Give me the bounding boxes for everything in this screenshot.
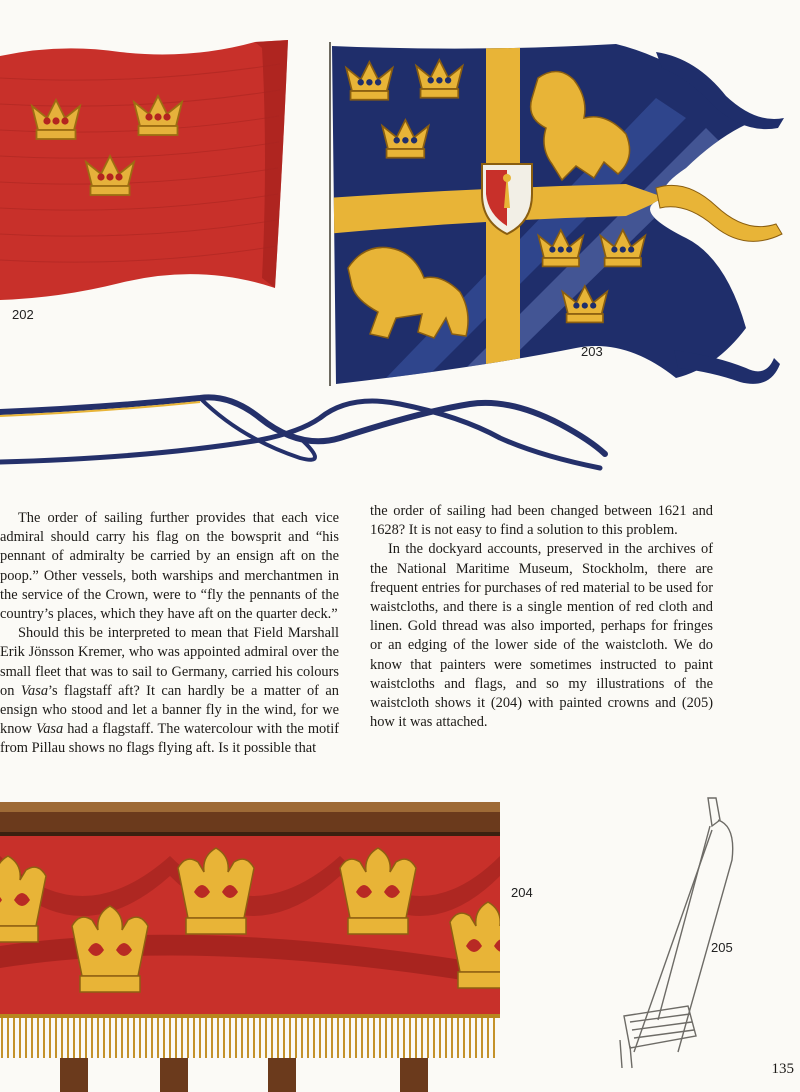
figure-203-blue-flag (326, 38, 786, 390)
pennant-streamer (0, 378, 620, 478)
page-number: 135 (771, 1061, 794, 1077)
figure-203-label: 203 (581, 344, 603, 359)
paragraph: In the dockyard accounts, preserved in the archives of the National Maritime Museum, Stockholm, there are frequent entries for purchases of red material to be used for waistcloths, and there is a single mention of red cloth and linen. Gold thread was also imported, perhaps for fringes or an edging of the lower side of the waistcloth. We do know that painters were sometimes instructed to paint waistcloths and flags, and so my illustrations of the waistcloth shows it (204) with painted crowns and (205) how it was attached. (370, 541, 713, 731)
figure-202-red-flag (0, 38, 295, 303)
figure-205-label: 205 (711, 940, 733, 955)
crown-icon (340, 848, 416, 934)
ship-name: Vasa (20, 682, 49, 699)
figure-205-attachment-drawing (600, 790, 750, 1070)
crown-icon (178, 848, 254, 934)
paragraph: Should this be interpreted to mean that Field Marshall Erik Jönsson Kremer, who was appointed admiral over the small fleet that was to sail to Germany, carried his colours on Vasa’s flagstaff aft? It can hardly be a matter of an ensign who stood and let a banner fly in the wind, for we know Vasa had a flagstaff. The watercolour with the motif from Pillau shows no flags flying aft. Is it possible that (0, 625, 340, 757)
figure-204-label: 204 (511, 885, 533, 900)
paragraph: The order of sailing further provides that each vice admiral should carry his flag on the bowsprit and “his pennant of admiralty be carried by an ensign aft on the poop.” Other vessels, both warships and merchantmen in the service of the Crown, were to “fly the pennants of the country’s places, which they have aft on the quarter deck.” (0, 510, 339, 623)
crown-icon (72, 906, 148, 992)
left-text-column (0, 509, 339, 759)
paragraph: the order of sailing had been changed between 1621 and 1628? It is not easy to find a solution to this problem. (370, 503, 713, 539)
figure-204-waistcloth (0, 796, 500, 1092)
right-text-column (370, 502, 713, 732)
figure-202-label: 202 (12, 307, 34, 322)
ship-name: Vasa (36, 721, 64, 738)
